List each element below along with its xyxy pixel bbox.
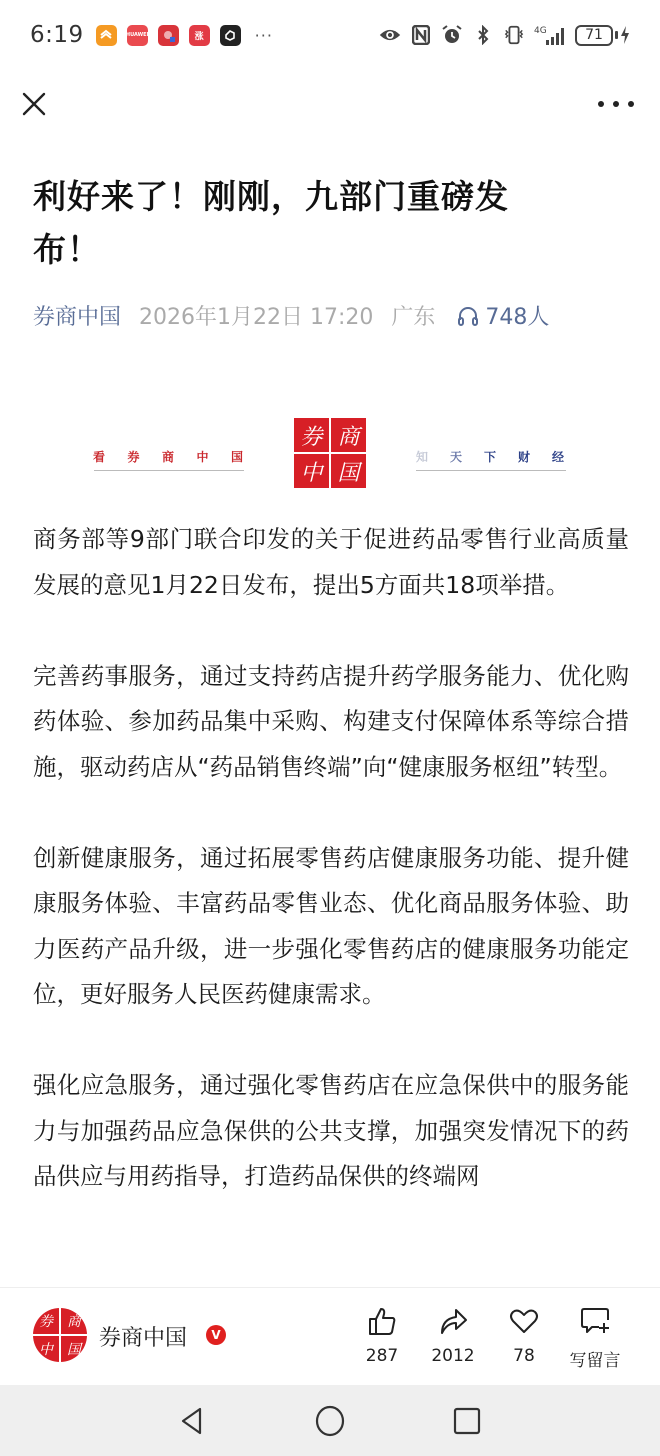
avatar-char: 国 bbox=[61, 1336, 87, 1362]
brand-logo bbox=[294, 418, 366, 488]
banner-char: 中 bbox=[196, 450, 209, 464]
banner-char: 看 bbox=[93, 450, 106, 464]
article-paragraph: 强化应急服务，通过强化零售药店在应急保供中的服务能力与加强药品应急保供的公共支撑，加强突发情况下的药品供应与用药指导，打造药品保供的终端网 bbox=[33, 1071, 629, 1190]
battery-indicator bbox=[575, 25, 630, 46]
back-triangle-icon bbox=[176, 1405, 208, 1437]
article-meta bbox=[33, 300, 629, 331]
write-comment-button[interactable] bbox=[565, 1304, 625, 1371]
avatar-char: 商 bbox=[61, 1308, 87, 1334]
brand-banner bbox=[80, 418, 580, 490]
article-body bbox=[33, 517, 629, 1245]
home-circle-icon bbox=[314, 1405, 346, 1437]
share-arrow-icon bbox=[436, 1304, 470, 1338]
battery-level: 71 bbox=[575, 25, 613, 46]
headphones-icon bbox=[457, 305, 479, 327]
like-count: 287 bbox=[365, 1346, 399, 1366]
like-button[interactable] bbox=[352, 1304, 412, 1366]
write-comment-label: 写留言 bbox=[569, 1351, 621, 1371]
svg-text:4G: 4G bbox=[534, 26, 547, 36]
more-options-button[interactable] bbox=[598, 96, 634, 112]
dot-icon bbox=[613, 101, 619, 107]
close-icon bbox=[18, 88, 50, 120]
banner-divider bbox=[416, 470, 566, 471]
share-button[interactable] bbox=[423, 1304, 483, 1366]
signal-4g-icon bbox=[534, 24, 566, 46]
highlighted-text[interactable]: 商务部等9部门联合印发的关于促进药品零售行业高质量发展的意见1月22日发布，提出5方面共18项举措。 bbox=[33, 525, 629, 603]
listener-count: 748人 bbox=[485, 305, 550, 330]
banner-char: 券 bbox=[127, 450, 140, 464]
comment-add-icon bbox=[578, 1304, 612, 1338]
black-app-icon bbox=[220, 25, 241, 46]
bluetooth-icon bbox=[472, 24, 494, 46]
avatar-char: 券 bbox=[33, 1308, 59, 1334]
author-avatar[interactable] bbox=[33, 1308, 87, 1362]
charging-icon bbox=[620, 25, 630, 45]
author-name[interactable]: 券商中国 bbox=[99, 1326, 188, 1351]
banner-slogan-right bbox=[416, 448, 564, 465]
banner-slogan-left bbox=[93, 448, 243, 465]
thumbs-up-icon bbox=[365, 1304, 399, 1338]
article-action-bar bbox=[0, 1287, 660, 1385]
listen-button[interactable] bbox=[457, 300, 549, 331]
eye-icon bbox=[379, 24, 401, 46]
share-count: 2012 bbox=[431, 1346, 475, 1366]
status-bar bbox=[0, 0, 660, 70]
verified-badge-icon: V bbox=[206, 1325, 226, 1345]
banner-char: 财 bbox=[517, 450, 530, 464]
system-nav-bar bbox=[0, 1385, 660, 1456]
banner-divider bbox=[94, 470, 244, 471]
banner-char: 知 bbox=[416, 450, 429, 464]
logo-char: 商 bbox=[331, 418, 366, 452]
recents-button[interactable] bbox=[451, 1405, 483, 1437]
banner-char: 商 bbox=[161, 450, 174, 464]
system-icons bbox=[379, 24, 630, 46]
publish-date: 2026年1月22日 17:20 bbox=[139, 305, 374, 330]
home-button[interactable] bbox=[314, 1405, 346, 1437]
alarm-icon bbox=[441, 24, 463, 46]
status-time: 6:19 bbox=[30, 22, 84, 48]
app-heart-icon bbox=[96, 25, 117, 46]
top-nav bbox=[0, 70, 660, 140]
close-button[interactable] bbox=[18, 88, 50, 120]
logo-char: 中 bbox=[294, 454, 329, 488]
zhang-app-icon: 涨 bbox=[189, 25, 210, 46]
dot-icon bbox=[598, 101, 604, 107]
favorite-button[interactable] bbox=[494, 1304, 554, 1366]
banner-char: 天 bbox=[449, 450, 462, 464]
banner-char: 经 bbox=[551, 450, 564, 464]
heart-icon bbox=[507, 1304, 541, 1338]
article-paragraph: 完善药事服务，通过支持药店提升药学服务能力、优化购药体验、参加药品集中采购、构建支付保障体系等综合措施，驱动药店从“药品销售终端”向“健康服务枢纽”转型。 bbox=[33, 661, 629, 781]
publish-location: 广东 bbox=[391, 305, 436, 330]
game-app-icon bbox=[158, 25, 179, 46]
notification-icons bbox=[96, 25, 273, 46]
logo-char: 国 bbox=[331, 454, 366, 488]
battery-tip bbox=[615, 31, 618, 39]
favorite-count: 78 bbox=[513, 1346, 535, 1366]
logo-char: 券 bbox=[294, 418, 329, 452]
article-header bbox=[33, 170, 629, 331]
article-paragraph bbox=[33, 517, 629, 608]
article-title: 利好来了！刚刚，九部门重磅发布！ bbox=[33, 177, 509, 269]
dot-icon bbox=[628, 101, 634, 107]
more-notifications-icon: ··· bbox=[254, 25, 273, 45]
banner-char: 下 bbox=[483, 450, 496, 464]
author-link[interactable]: 券商中国 bbox=[33, 305, 122, 330]
huawei-mall-icon: HUAWEI bbox=[127, 25, 148, 46]
nfc-icon bbox=[410, 24, 432, 46]
banner-char: 国 bbox=[230, 450, 243, 464]
vibrate-icon bbox=[503, 24, 525, 46]
back-button[interactable] bbox=[176, 1405, 208, 1437]
article-paragraph: 创新健康服务，通过拓展零售药店健康服务功能、提升健康服务体验、丰富药品零售业态、优化商品服务体验、助力医药产品升级，进一步强化零售药店的健康服务功能定位，更好服务人民医药健康需求。 bbox=[33, 843, 629, 1008]
recents-square-icon bbox=[451, 1405, 483, 1437]
avatar-char: 中 bbox=[33, 1336, 59, 1362]
